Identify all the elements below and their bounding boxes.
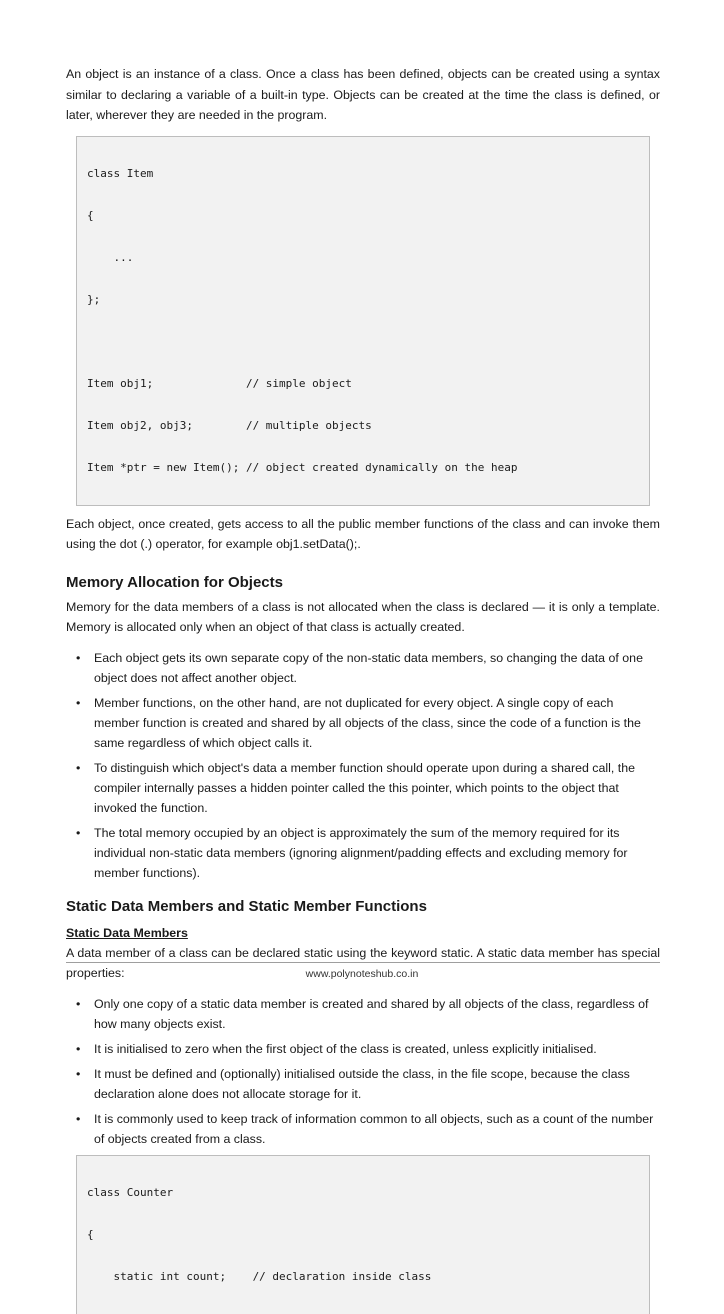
- bullet-icon: •: [76, 825, 81, 840]
- bullet-icon: •: [76, 760, 81, 775]
- list-item-text: Each object gets its own separate copy of the non-static data members, so changing the data of one object does not affect another object.: [94, 650, 643, 685]
- code-line: };: [87, 292, 101, 306]
- list-item: [66, 693, 660, 753]
- code-line: class Item: [87, 166, 154, 180]
- footer-divider: [66, 962, 660, 963]
- code-line: ...: [87, 250, 134, 264]
- section-heading-static: Static Data Members and Static Member Functions: [66, 897, 427, 915]
- bullet-icon: •: [76, 1041, 81, 1056]
- code-block-item-objects: [76, 136, 650, 506]
- code-line: Item *ptr = new Item(); // object created dynamically on the heap: [87, 460, 518, 474]
- code-line: Item obj2, obj3; // multiple objects: [87, 418, 372, 432]
- code-line: Item obj1; // simple object: [87, 376, 352, 390]
- list-item: [66, 994, 660, 1034]
- memory-paragraph: Memory for the data members of a class is not allocated when the class is declared — it is only a template. Memory is allocated only when an object of that class is actually created.: [66, 599, 660, 634]
- code-block-counter: [76, 1155, 650, 1314]
- list-item-text: Member functions, on the other hand, are not duplicated for every object. A single copy of each member function is created and shared by all objects of the class, since the code of a function is the same regardless of which object calls it.: [94, 695, 641, 750]
- bullet-icon: •: [76, 996, 81, 1011]
- list-item: [66, 823, 660, 883]
- list-item: [66, 1039, 660, 1059]
- bullet-icon: •: [76, 1066, 81, 1081]
- after-code-paragraph: Each object, once created, gets access to all the public member functions of the class and can invoke them using the dot (.) operator, for example obj1.setData();.: [66, 516, 660, 551]
- list-item-text: Only one copy of a static data member is created and shared by all objects of the class, regardless of how many objects exist.: [94, 996, 649, 1031]
- list-item: [66, 1064, 660, 1104]
- static-paragraph: A data member of a class can be declared static using the keyword static. A static data member has special properties:: [66, 945, 660, 980]
- list-item-text: To distinguish which object's data a member function should operate upon during a shared call, the compiler internally passes a hidden pointer called the this pointer, which points to the object that invoked the function.: [94, 760, 636, 815]
- list-item-text: It is initialised to zero when the first object of the class is created, unless explicitly initialised.: [94, 1041, 597, 1056]
- list-item: [66, 1109, 660, 1149]
- section-heading-memory: Memory Allocation for Objects: [66, 573, 283, 591]
- bullet-icon: •: [76, 650, 81, 665]
- code-line: {: [87, 1227, 94, 1241]
- subheading-static-data-members: Static Data Members: [66, 925, 188, 940]
- list-item: [66, 648, 660, 688]
- intro-paragraph: An object is an instance of a class. Once a class has been defined, objects can be created using a syntax similar to declaring a variable of a built-in type. Objects can be created at the time the class is defined, or later, wherever they are needed in the program.: [66, 67, 660, 122]
- code-line: [87, 335, 639, 349]
- code-line: static int count; // declaration inside class: [87, 1269, 432, 1283]
- page-content: [66, 64, 660, 1314]
- static-bullet-list: [66, 994, 660, 1149]
- list-item-text: The total memory occupied by an object is approximately the sum of the memory required for its individual non-static data members (ignoring alignment/padding effects and excluding memory for member functions).: [94, 825, 628, 880]
- memory-bullet-list: [66, 648, 660, 883]
- code-line: {: [87, 208, 94, 222]
- code-line: class Counter: [87, 1185, 174, 1199]
- list-item: [66, 758, 660, 818]
- bullet-icon: •: [76, 1111, 81, 1126]
- list-item-text: It must be defined and (optionally) initialised outside the class, in the file scope, because the class declaration alone does not allocate storage for it.: [94, 1066, 630, 1101]
- footer-url: www.polynoteshub.co.in: [305, 968, 419, 980]
- bullet-icon: •: [76, 695, 81, 710]
- list-item-text: It is commonly used to keep track of information common to all objects, such as a count of the number of objects created from a class.: [94, 1111, 654, 1146]
